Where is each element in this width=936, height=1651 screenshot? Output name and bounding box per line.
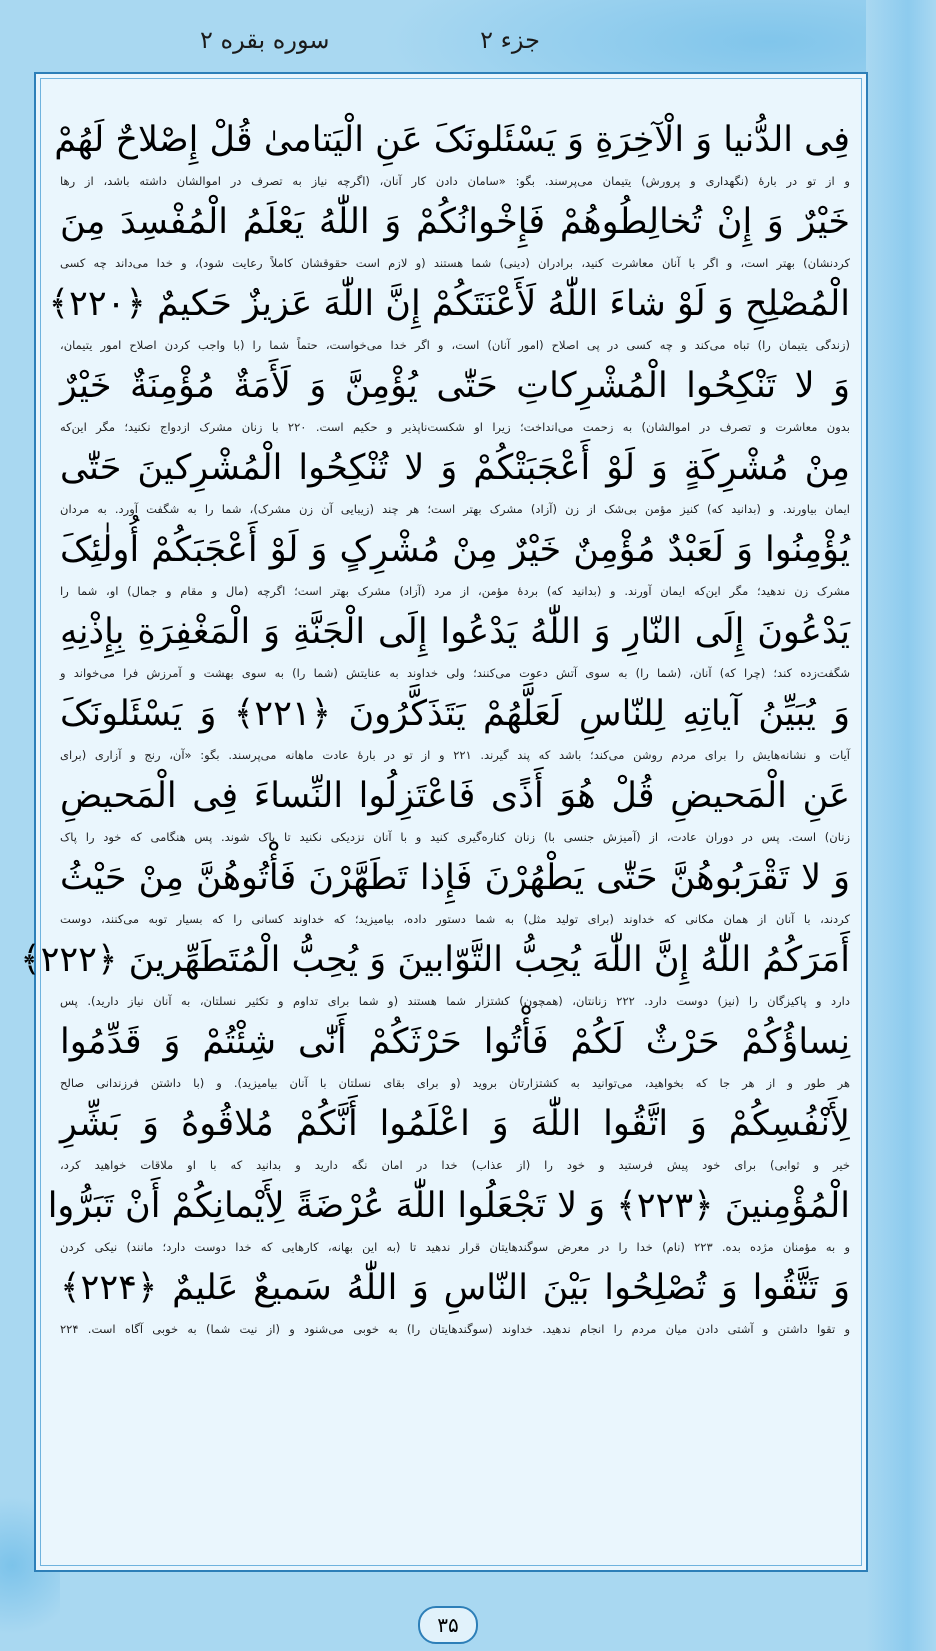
ayah-line: فِی الدُّنیا وَ الْآخِرَةِ وَ یَسْئَلونَکَ عَنِ الْیَتامیٰ قُلْ إِصْلاحٌ لَهُمْ	[54, 120, 850, 160]
translation-line: زنان) است. پس در دوران عادت، از (آمیزش جنسی با) زنان کناره‌گیری کنید و با آنان نزدیکی نکنید تا پاک شوند. پس هنگامی که خود را پاک	[60, 830, 850, 844]
ayah-line: یَدْعُونَ إِلَی النّارِ وَ اللّٰهُ یَدْعُوا إِلَی الْجَنَّةِ وَ الْمَغْفِرَةِ بِإِذْنِهِ	[60, 612, 850, 652]
translation-line: (زندگی یتیمان را) تباه می‌کند و چه کسی در پی اصلاح (امور آنان) است، و اگر خدا می‌خواست، حتماً شما را (با واجب کردن اصلاح امور یتیمان،	[60, 338, 850, 352]
translation-line: و تقوا داشتن و آشتی دادن میان مردم را انجام ندهید. خداوند (سوگندهایتان را) به خوبی می‌شنود و (از نیت شما) به خوبی آگاه است. ۲۲۴	[60, 1322, 850, 1336]
ayah-line: وَ تَتَّقُوا وَ تُصْلِحُوا بَیْنَ النّاسِ وَ اللّٰهُ سَمیعٌ عَلیمٌ ﴿۲۲۴﴾	[60, 1268, 850, 1308]
ayah-line: الْمُصْلِحِ وَ لَوْ شاءَ اللّٰهُ لَأَعْنَتَکُمْ إِنَّ اللّٰهَ عَزیزٌ حَکیمٌ ﴿۲۲۰﴾	[48, 284, 850, 324]
translation-line: خیر و ثوابی) برای خود پیش فرستید و خود را (از عذاب) خدا در امان نگه دارید و بدانید که با او ملاقات خواهید کرد،	[60, 1158, 850, 1172]
ayah-line: خَیْرٌ وَ إِنْ تُخالِطُوهُمْ فَإِخْوانُکُمْ وَ اللّٰهُ یَعْلَمُ الْمُفْسِدَ مِنَ	[60, 202, 850, 242]
ayah-line: الْمُؤْمِنینَ ﴿۲۲۳﴾ وَ لا تَجْعَلُوا اللّٰهَ عُرْضَةً لِأَیْمانِکُمْ أَنْ تَبَرُّوا	[47, 1186, 850, 1226]
page-number: ۳۵	[418, 1606, 478, 1644]
translation-line: مشرک زن ندهید؛ مگر این‌که ایمان آورند. و (بدانید که) بردهٔ مؤمن، از مرد (آزاد) مشرک بهتر است؛ اگرچه (مال و مقام و جمال) او، شما را	[60, 584, 850, 598]
translation-line: بدون معاشرت و تصرف در اموالشان) به زحمت می‌انداخت؛ زیرا او شکست‌ناپذیر و حکیم است. ۲۲۰ با زنان مشرک ازدواج نکنید؛ مگر این‌که	[60, 420, 850, 434]
floral-ornament-right	[866, 0, 936, 1651]
surah-label: سوره بقره ۲	[200, 26, 330, 54]
ayah-line: عَنِ الْمَحیضِ قُلْ هُوَ أَذًی فَاعْتَزِلُوا النِّساءَ فِی الْمَحیضِ	[60, 776, 850, 816]
translation-line: و به مؤمنان مژده بده. ۲۲۳ (نام) خدا را در معرض سوگندهایتان قرار ندهید تا (به این بهانه، کارهایی که خدا دوست دارد؛ مانند) نیکی کردن	[60, 1240, 850, 1254]
translation-line: کردنشان) بهتر است، و اگر با آنان معاشرت کنید، برادران (دینی) شما هستند (و لازم است حقوقشان کاملاً رعایت شود)، و خدا می‌داند چه کسی	[60, 256, 850, 270]
translation-line: شگفت‌زده کند؛ (چرا که) آنان، (شما را) به سوی آتش دعوت می‌کنند؛ ولی خداوند به عنایتش (شما را) به سوی بهشت و آمرزش فرا می‌خواند و	[60, 666, 850, 680]
ayah-line: وَ یُبَیِّنُ آیاتِهِ لِلنّاسِ لَعَلَّهُمْ یَتَذَکَّرُونَ ﴿۲۲۱﴾ وَ یَسْئَلونَکَ	[60, 694, 851, 734]
ayah-line: وَ لا تَقْرَبُوهُنَّ حَتّٰی یَطْهُرْنَ فَإِذا تَطَهَّرْنَ فَأْتُوهُنَّ مِنْ حَیْثُ	[60, 858, 850, 898]
translation-line: هر طور و از هر جا که بخواهید، می‌توانید به کشتزارتان بروید (و برای بقای نسلتان با آنان بیامیزید). و (با داشتن فرزندانی صالح	[60, 1076, 850, 1090]
ayah-line: نِساؤُکُمْ حَرْثٌ لَکُمْ فَأْتُوا حَرْثَکُمْ أَنّٰی شِئْتُمْ وَ قَدِّمُوا	[60, 1022, 850, 1062]
translation-line: دارد و پاکیزگان را (نیز) دوست دارد. ۲۲۲ زنانتان، (همچون) کشتزار شما هستند (و شما برای تداوم و تکثیر نسلتان، به آنان نیاز دارید). پس	[60, 994, 850, 1008]
translation-line: آیات و نشانه‌هایش را برای مردم روشن می‌کند؛ باشد که پند گیرند. ۲۲۱ و از تو در بارهٔ عادت ماهانه می‌پرسند. بگو: «آن، رنج و آزاری (برای	[60, 748, 850, 762]
quran-text-block	[20, 110, 851, 1340]
ayah-line: لِأَنْفُسِکُمْ وَ اتَّقُوا اللّٰهَ وَ اعْلَمُوا أَنَّکُمْ مُلاقُوهُ وَ بَشِّرِ	[60, 1104, 850, 1144]
translation-line: و از تو در بارهٔ (نگهداری و پرورش) یتیمان می‌پرسند. بگو: «سامان دادن کار آنان، (اگرچه نیاز به تصرف در اموالشان داشته باشد، از رها	[60, 174, 850, 188]
ayah-line: یُؤْمِنُوا وَ لَعَبْدٌ مُؤْمِنٌ خَیْرٌ مِنْ مُشْرِکٍ وَ لَوْ أَعْجَبَکُمْ أُولٰئِکَ	[60, 530, 850, 570]
ayah-line: وَ لا تَنْکِحُوا الْمُشْرِکاتِ حَتّٰی یُؤْمِنَّ وَ لَأَمَةٌ مُؤْمِنَةٌ خَیْرٌ	[60, 366, 850, 406]
page-header	[200, 20, 540, 60]
ayah-line: مِنْ مُشْرِکَةٍ وَ لَوْ أَعْجَبَتْکُمْ وَ لا تُنْکِحُوا الْمُشْرِکینَ حَتّٰی	[60, 448, 850, 488]
juz-label: جزء ۲	[480, 26, 540, 54]
translation-line: کردند، با آنان از همان مکانی که خداوند (برای تولید مثل) به شما دستور داده، بیامیزید؛ که خداوند کسانی را که بسیار توبه می‌کنند، دوست	[60, 912, 850, 926]
ayah-line: أَمَرَکُمُ اللّٰهُ إِنَّ اللّٰهَ یُحِبُّ التَّوّابینَ وَ یُحِبُّ الْمُتَطَهِّرینَ ﴿۲۲۲﴾	[20, 940, 850, 980]
translation-line: ایمان بیاورند. و (بدانید که) کنیز مؤمن بی‌شک از زن (آزاد) مشرک بهتر است؛ هر چند (زیبایی آن زن مشرک)، شما را به شگفت آورد. به مردان	[60, 502, 850, 516]
